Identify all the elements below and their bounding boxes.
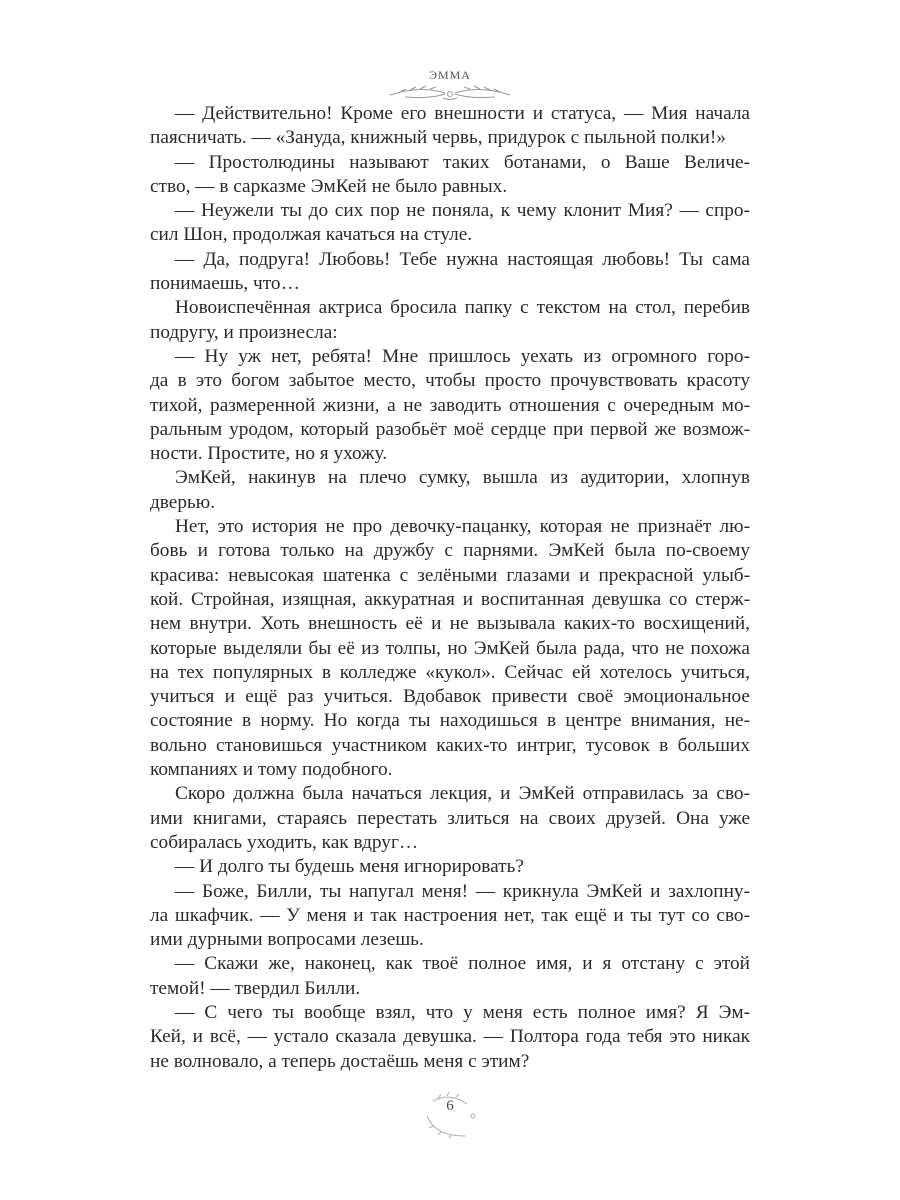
- text-line: — Боже, Билли, ты напугал меня! — крикнула ЭмКей и захлопну-: [175, 880, 750, 902]
- text-line: понимаешь, что…: [150, 273, 300, 295]
- paragraph: [150, 296, 750, 345]
- text-line: ими дурными вопросами лезешь.: [150, 929, 424, 951]
- text-line: Нет, это история не про девочку-пацанку, которая не признаёт лю-: [175, 516, 750, 538]
- running-header: [0, 68, 900, 101]
- paragraph: [150, 102, 750, 151]
- text-line: да в это богом забытое место, чтобы просто прочувствовать красоту: [150, 370, 750, 392]
- paragraph: [150, 880, 750, 953]
- paragraph: [150, 782, 750, 855]
- text-line: — Действительно! Кроме его внешности и статуса, — Мия начала: [175, 103, 750, 124]
- text-line: подругу, и произнесла:: [150, 321, 338, 343]
- text-line: ими книгами, стараясь перестать злиться на своих друзей. Она уже: [150, 807, 750, 829]
- page-footer: [405, 1086, 495, 1141]
- text-line: — С чего ты вообще взял, что у меня есть полное имя? Я Эм-: [175, 1001, 750, 1023]
- text-line: красива: невысокая шатенка с зелёными глазами и прекрасной улыб-: [150, 564, 750, 586]
- text-line: учиться и ещё раз учиться. Вдобавок привести своё эмоциональное: [150, 686, 750, 708]
- text-line: бовь и готова только на дружбу с парнями. ЭмКей была по-своему: [150, 540, 750, 562]
- paragraph: [150, 466, 750, 515]
- paragraph: [150, 952, 750, 1001]
- text-line: паясничать. — «Зануда, книжный червь, придурок с пыльной полки!»: [150, 127, 726, 149]
- text-line: — Да, подруга! Любовь! Тебе нужна настоящая любовь! Ты сама: [175, 248, 750, 270]
- paragraph: [150, 515, 750, 782]
- laurel-ornament-icon: [385, 83, 515, 101]
- paragraph: [150, 248, 750, 297]
- text-line: темой! — твердил Билли.: [150, 977, 361, 999]
- text-line: нем внутри. Хоть внешность её и не вызывала каких-то восхищений,: [150, 613, 750, 635]
- text-line: — Ну уж нет, ребята! Мне пришлось уехать из огромного горо-: [175, 345, 750, 367]
- text-line: ральным уродом, который разобьёт моё сердце при первой же возмож-: [150, 418, 750, 440]
- text-line: ЭмКей, накинув на плечо сумку, вышла из аудитории, хлопнув: [175, 467, 750, 489]
- paragraph: [150, 345, 750, 466]
- text-line: — И долго ты будешь меня игнорировать?: [175, 856, 524, 878]
- paragraph: [150, 1001, 750, 1074]
- paragraph: [150, 855, 750, 879]
- text-line: — Неужели ты до сих пор не поняла, к чему клонит Мия? — спро-: [175, 200, 750, 222]
- text-line: — Скажи же, наконец, как твоё полное имя, и я отстану с этой: [175, 953, 750, 975]
- text-line: Кей, и всё, — устало сказала девушка. — Полтора года тебя это никак: [150, 1026, 750, 1048]
- text-line: Скоро должна была начаться лекция, и ЭмКей отправилась за сво-: [175, 783, 750, 805]
- text-line: кой. Стройная, изящная, аккуратная и воспитанная девушка со стерж-: [150, 588, 750, 610]
- text-line: на тех популярных в колледже «кукол». Сейчас ей хотелось учиться,: [150, 661, 750, 683]
- paragraph: [150, 151, 750, 200]
- text-line: не волновало, а теперь достаёшь меня с этим?: [150, 1050, 530, 1072]
- text-line: вольно становишься участником каких-то интриг, тусовок в больших: [150, 734, 750, 756]
- text-line: тихой, размеренной жизни, а не заводить отношения с очередным мо-: [150, 394, 750, 416]
- text-line: ла шкафчик. — У меня и так настроения нет, так ещё и ты тут со сво-: [150, 904, 750, 926]
- page-number: 6: [446, 1098, 454, 1114]
- text-line: Новоиспечённая актриса бросила папку с текстом на стол, перебив: [175, 297, 750, 319]
- paragraph: [150, 199, 750, 248]
- text-line: компаниях и тому подобного.: [150, 759, 393, 781]
- text-line: сил Шон, продолжая качаться на стуле.: [150, 224, 473, 246]
- text-line: — Простолюдины называют таких ботанами, о Ваше Величе-: [175, 151, 750, 173]
- text-line: собиралась уходить, как вдруг…: [150, 831, 419, 853]
- running-title: ЭММА: [429, 68, 471, 82]
- text-line: состояние в норму. Но когда ты находишься в центре внимания, не-: [150, 710, 750, 732]
- text-line: которые выделяли бы её из толпы, но ЭмКей была рада, что не похожа: [150, 637, 750, 659]
- text-line: ство, — в сарказме ЭмКей не было равных.: [150, 175, 508, 197]
- text-line: ности. Простите, но я ухожу.: [150, 443, 388, 465]
- text-line: дверью.: [150, 491, 216, 513]
- page-body-text: [150, 102, 750, 1074]
